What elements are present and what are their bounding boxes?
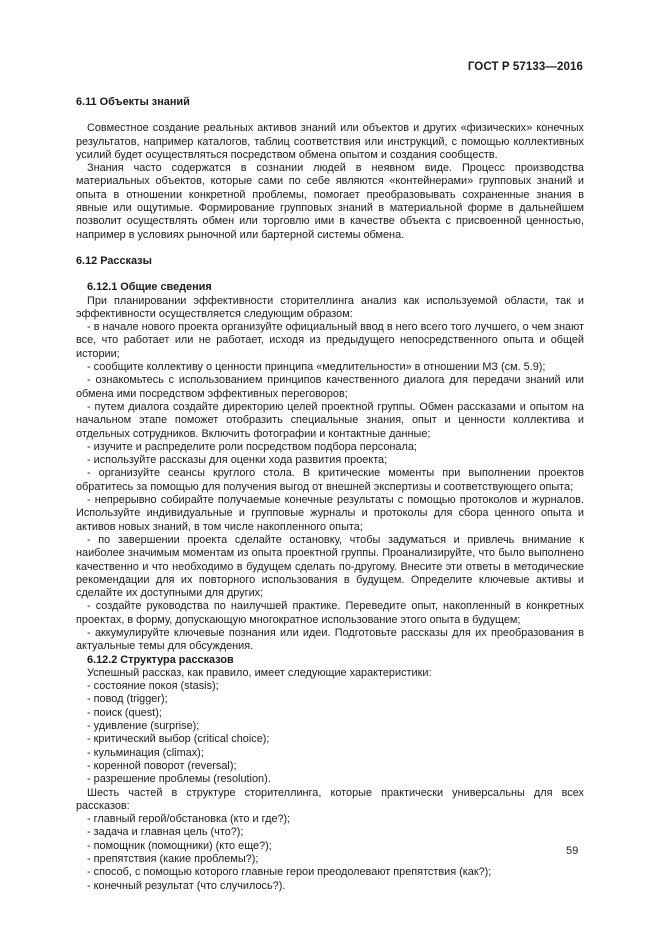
list-item: - непрерывно собирайте получаемые конечные результаты с помощью протоколов и журналов. Используйте индивидуальные и групповые журналы и протоколы для сбора ценного опыта и активов новых знаний, в том числе накопленного опыта; [76, 494, 584, 533]
list-item: - главный герой/обстановка (кто и где?); [87, 813, 291, 826]
list-item: - повод (trigger); [87, 693, 168, 706]
document-code: ГОСТ Р 57133—2016 [467, 61, 583, 73]
list-item: - поиск (quest); [87, 706, 162, 719]
list-item: - помощник (помощники) (кто еще?); [87, 839, 272, 852]
paragraph: Успешный рассказ, как правило, имеет следующие характеристики: [87, 666, 432, 679]
list-item: - критический выбор (critical choice); [87, 733, 270, 746]
list-item: - состояние покоя (stasis); [87, 680, 219, 693]
paragraph: При планировании эффективности сторителлинга анализ как используемой области, так и эффективности осуществляется следующим образом: [76, 294, 584, 320]
list-item: - сообщите коллективу о ценности принципа «медлительности» в отношении МЗ (см. 5.9); [87, 361, 546, 374]
list-item: - задача и главная цель (что?); [87, 826, 244, 839]
list-item: - удивление (surprise); [87, 720, 200, 733]
list-item: - способ, с помощью которого главные герои преодолевают препятствия (как?); [87, 866, 492, 879]
list-item: - изучите и распределите роли посредством подбора персонала; [87, 440, 417, 453]
six-parts-list [76, 813, 584, 893]
section-6-11-title: 6.11 Объекты знаний [76, 96, 190, 108]
paragraph: Шесть частей в структуре сторителлинга, которые практически универсальны для всех рассказов: [76, 786, 584, 812]
subsection-6-12-2-title: 6.12.2 Структура рассказов [87, 653, 234, 666]
subsection-6-12-1-title: 6.12.1 Общие сведения [87, 281, 212, 294]
list-item: - в начале нового проекта организуйте официальный ввод в него всего того лучшего, о чем знают все, что работает или не работает, исходя из предыдущего непосредственного опыта и общей истории; [76, 321, 584, 360]
list-item: - организуйте сеансы круглого стола. В критические моменты при выполнении проектов обратитесь за помощью для получения выгод от внешней экспертизы и соответствующего опыта; [76, 467, 584, 493]
list-item: - препятствия (какие проблемы?); [87, 853, 259, 866]
list-item: - путем диалога создайте директорию целей проектной группы. Обмен рассказами и опытом на начальном этапе поможет отобразить специальные знания, опыт и ценности коллектива и отдельных сотрудников. Включить фотографии и контактные данные; [76, 400, 584, 440]
list-item: - кульминация (climax); [87, 746, 204, 759]
list-item: - конечный результат (что случилось?). [87, 879, 286, 892]
paragraph: Совместное создание реальных активов знаний или объектов и других «физических» конечных результатов, например каталогов, таблиц соответствия или инструкций, с помощью коллективных усилий будет осуществляться посредством обмена опытом и создания сообществ. [76, 122, 584, 161]
list-item: - ознакомьтесь с использованием принципов качественного диалога для передачи знаний или обмена ими посредством эффективных переговоров; [76, 374, 584, 400]
list-item: - коренной поворот (reversal); [87, 759, 237, 772]
characteristics-list [76, 680, 584, 786]
section-6-12-title: 6.12 Рассказы [76, 254, 152, 267]
list-item: - разрешение проблемы (resolution). [87, 773, 271, 786]
paragraph: Знания часто содержатся в сознании людей в неявном виде. Процесс производства материальных объектов, которые сами по себе являются «контейнерами» групповых знаний и опыта в отношении конкретной проблемы, помогает преобразовывать сохраненные знания в явные или ощутимые. Формирование групповых знаний в материальной форме в дальнейшем позволит осуществлять обмен или торговлю ими в качестве объекта с присвоенной ценностью, например в условиях рыночной или бартерной системы обмена. [76, 162, 584, 241]
page-body [76, 96, 584, 893]
list-item: - используйте рассказы для оценки хода развития проекта; [87, 454, 388, 467]
list-item: - аккумулируйте ключевые познания или идеи. Подготовьте рассказы для их преобразования в актуальные темы для обсуждения. [76, 626, 584, 653]
list-item: - создайте руководства по наилучшей практике. Переведите опыт, накопленный в конкретных проектах, в форму, допускающую многократное использование этого опыта в будущем; [76, 600, 584, 626]
recommendations-list [76, 321, 584, 653]
list-item: - по завершении проекта сделайте остановку, чтобы задуматься и привлечь внимание к наиболее значимым моментам из опыта проектной группы. Проанализируйте, что было выполнено качественно и что необходимо в будущем сделать по-другому. Внесите эти ответы в методические рекомендации для их повторного использования в будущем. Определите ключевые активы и сделайте их доступными для других; [76, 533, 584, 600]
page-number: 59 [566, 845, 579, 857]
